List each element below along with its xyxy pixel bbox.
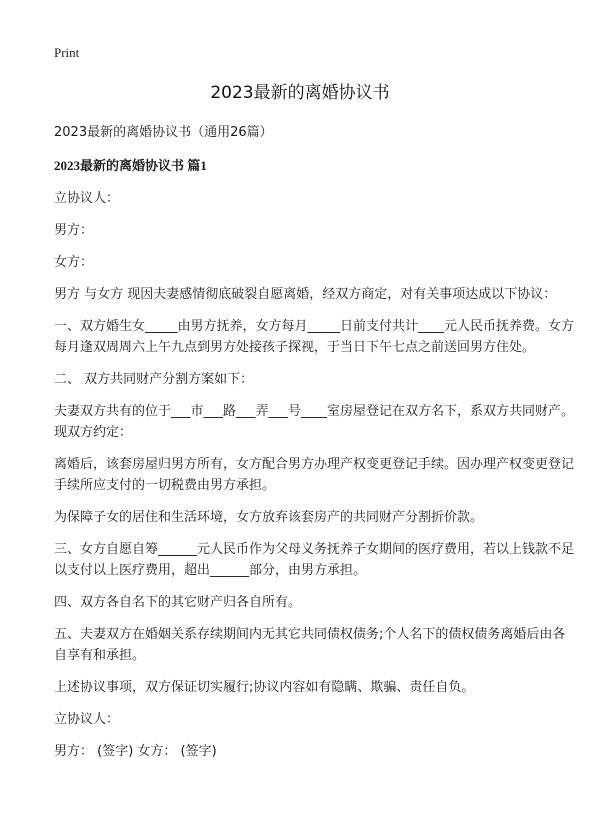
agreement-intro: 男方 与女方 现因夫妻感情彻底破裂自愿离婚，经双方商定，对有关事项达成以下协议： [54, 287, 557, 302]
clause-2-waiver: 为保障子女的居住和生活环境，女方放弃该套房产的共同财产分割折价款。 [54, 510, 484, 525]
clause-2-heading: 二、 双方共同财产分割方案如下： [54, 372, 254, 387]
print-link[interactable]: Print [54, 45, 80, 60]
document-title: 2023最新的离婚协议书 [210, 83, 390, 103]
clause-3-medical: 三、女方自愿自筹______元人民币作为父母义务抚养子女期间的医疗费用，若以上钱款不足以支付以上医疗费用，超出______部分，由男方承担。 [54, 542, 575, 578]
clause-5-debts: 五、夫妻双方在婚姻关系存续期间内无其它共同债权债务;个人名下的债权债务离婚后由各自享有和承担。 [54, 627, 566, 663]
male-party: 男方： [54, 223, 94, 238]
section-heading: 2023最新的离婚协议书 篇1 [54, 158, 207, 173]
clause-4-assets: 四、双方各自名下的其它财产归各自所有。 [54, 595, 302, 610]
clause-1-custody: 一、双方婚生女_____由男方抚养，女方每月_____日前支付共计____元人民币抚养费。女方每月逢双周周六上午九点到男方处接孩子探视，于当日下午七点之前送回男方住处。 [54, 319, 575, 355]
signature-line: 男方： (签字) 女方： (签字) [54, 744, 217, 759]
party-label: 立协议人： [54, 191, 120, 206]
document-body [54, 122, 574, 773]
document-subtitle: 2023最新的离婚协议书（通用26篇） [54, 125, 273, 140]
signature-label: 立协议人： [54, 712, 120, 727]
female-party: 女方： [54, 255, 94, 270]
guarantee-statement: 上述协议事项，双方保证切实履行;协议内容如有隐瞒、欺骗、责任自负。 [54, 680, 475, 695]
clause-2-property: 夫妻双方共有的位于___市___路___弄___号____室房屋登记在双方名下，系双方共同财产。现双方约定： [54, 404, 575, 440]
clause-2-house: 离婚后，该套房屋归男方所有，女方配合男方办理产权变更登记手续。因办理产权变更登记手续所应支付的一切税费由男方承担。 [54, 457, 575, 493]
